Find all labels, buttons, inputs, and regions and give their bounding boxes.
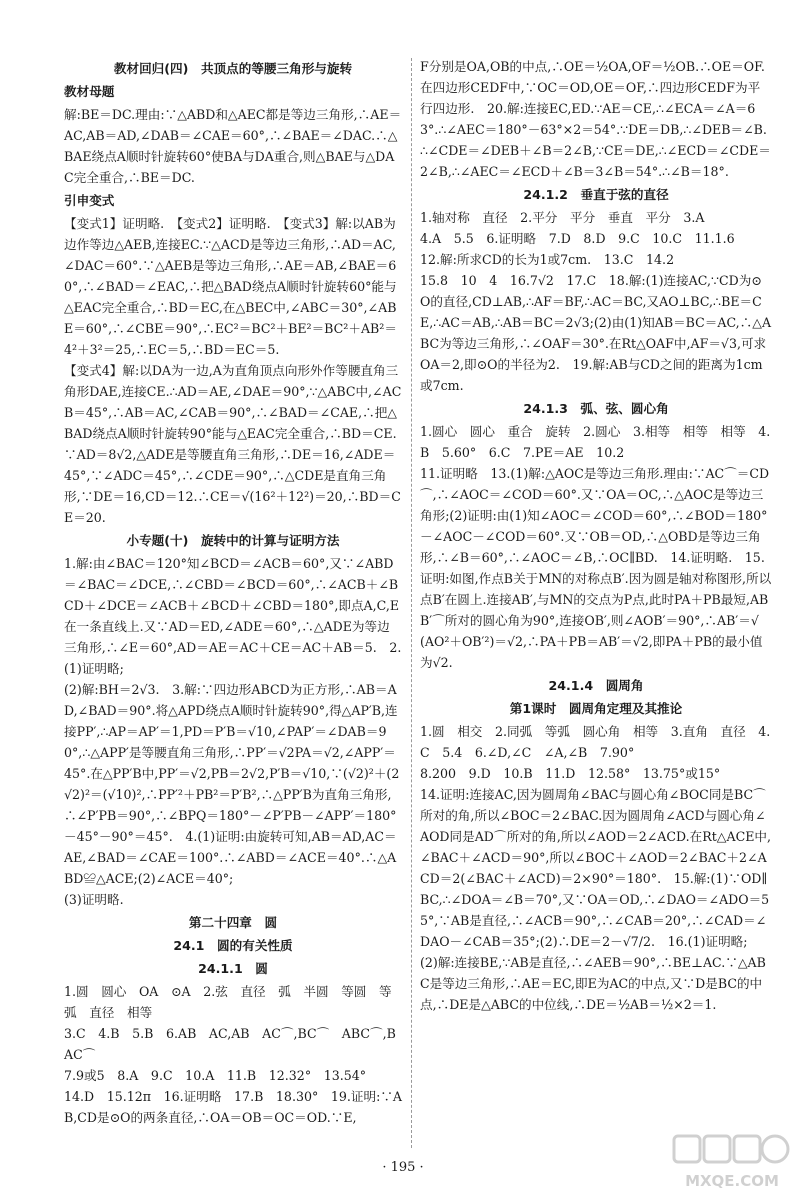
answer-paragraph: 11.证明略 13.(1)解:△AOC是等边三角形.理由:∵AC⌒＝CD⌒,∴∠AOC＝∠COD＝60°.又∵OA＝OC,∴△AOC是等边三角形;(2)证明:由(1)知∠AOC＝∠COD＝60°,∴∠BOD＝180°－∠AOC－∠COD＝60°.又∵OB＝OD,∴△OBD是等边三角形,∴∠B＝60°,∴∠AOC＝∠B,∴OC∥BD. 14.证明略. 15.证明:如图,作点B关于MN的对称点B′.因为圆是轴对称图形,所以点B′在圆上.连接AB′,与MN的交点为P点,此时PA＋PB最短,ABB′⌒所对的圆心角为90°,连接OB′,则∠AOB′＝90°,∴AB′＝√(AO²＋OB′²)＝√2,∴PA＋PB＝AB′＝√2,即PA＋PB的最小值为√2. xyxy=(420,466,772,670)
section-heading: 教材回归(四) 共顶点的等腰三角形与旋转 xyxy=(113,61,353,76)
section-heading: 24.1.3 弧、弦、圆心角 xyxy=(523,401,669,416)
answer-paragraph: 12.解:所求CD的长为1或7cm. 13.C 14.2 xyxy=(420,252,675,267)
section-heading: 24.1 圆的有关性质 xyxy=(173,938,293,953)
answer-paragraph: 1.解:由∠BAC＝120°知∠BCD＝∠ACB＝60°,又∵∠ABD＝∠BAC＝∠DCE,∴∠CBD＝∠BCD＝60°,∴∠ACB＋∠BCD＋∠DCE＝∠ACB＋∠BCD＋∠CBD＝180°,即点A,C,E在一条直线上.又∵AD＝ED,∠ADE＝60°,∴△ADE为等边三角形,∴∠E＝60°,AD＝AE＝AC＋CE＝AC＋AB＝5. 2.(1)证明略; xyxy=(64,556,402,676)
page-number: · 195 · xyxy=(382,1160,424,1175)
answer-paragraph: 1.轴对称 直径 2.平分 平分 垂直 平分 3.A xyxy=(420,210,705,225)
answer-paragraph: 1.圆心 圆心 重合 旋转 2.圆心 3.相等 相等 相等 4.B 5.60° 6.C 7.PE＝AE 10.2 xyxy=(420,424,771,460)
watermark-logo xyxy=(672,1132,792,1194)
section-heading: 教材母题 xyxy=(64,84,115,99)
section-heading: 第1课时 圆周角定理及其推论 xyxy=(509,701,683,716)
section-heading: 第二十四章 圆 xyxy=(188,915,278,930)
answer-paragraph: 【变式1】证明略. 【变式2】证明略. 【变式3】解:以AB为边作等边△AEB,连接EC.∵△ACD是等边三角形,∴AD＝AC,∠DAC＝60°.∵△AEB是等边三角形,∴AE＝AB,∠BAE＝60°,∴∠BAD＝∠EAC,∴把△BAD绕点A顺时针旋转60°能与△EAC完全重合,∴BD＝EC,在△BEC中,∠ABC＝30°,∠ABE＝60°,∴∠CBE＝90°,∴EC²＝BC²＋BE²＝BC²＋AB²＝4²＋3²＝25,∴EC＝5,∴BD＝EC＝5. xyxy=(64,216,397,357)
section-heading: 引申变式 xyxy=(64,193,115,208)
column-divider xyxy=(411,58,412,1148)
left-column xyxy=(64,56,402,1128)
answer-paragraph: 1.圆 相交 2.同弧 等弧 圆心角 相等 3.直角 直径 4.C 5.4 6.∠D,∠C ∠A,∠B 7.90° xyxy=(420,724,771,760)
answer-paragraph: 8.200 9.D 10.B 11.D 12.58° 13.75°或15° xyxy=(420,766,721,781)
section-heading: 小专题(十) 旋转中的计算与证明方法 xyxy=(126,533,340,548)
answer-paragraph: 15.8 10 4 16.7√2 17.C 18.解:(1)连接AC,∵CD为⊙O的直径,CD⊥AB,∴AF＝BF,∴AC＝BC,又AO⊥BC,∴BE＝CE,∴AC＝AB,∴AB＝BC＝2√3;(2)由(1)知AB＝BC＝AC,∴△ABC为等边三角形,∴∠OAF＝30°.在Rt△OAF中,AF＝√3,可求OA＝2,即⊙O的半径为2. 19.解:AB与CD之间的距离为1cm或7cm. xyxy=(420,273,772,393)
right-column xyxy=(420,56,772,1015)
section-heading: 24.1.2 垂直于弦的直径 xyxy=(523,187,669,202)
answer-paragraph: 14.证明:连接AC,因为圆周角∠BAC与圆心角∠BOC同是BC⌒所对的角,所以∠BOC＝2∠BAC.因为圆周角∠ACD与圆心角∠AOD同是AD⌒所对的角,所以∠AOD＝2∠ACD.在Rt△ACE中,∠BAC＋∠ACD＝90°,所以∠BOC＋∠AOD＝2∠BAC＋2∠ACD＝2(∠BAC＋∠ACD)＝2×90°＝180°. 15.解:(1)∵OD∥BC,∴∠DOA＝∠B＝70°,又∵OA＝OD,∴∠DAO＝∠ADO＝55°,∵AB是直径,∴∠ACB＝90°,∴∠CAB＝20°,∴∠CAD＝∠DAO－∠CAB＝35°;(2)∴DE＝2－√7/2. 16.(1)证明略; xyxy=(420,787,772,949)
answer-paragraph: 解:BE＝DC.理由:∵△ABD和△AEC都是等边三角形,∴AE＝AC,AB＝AD,∠DAB＝∠CAE＝60°,∴∠BAE＝∠DAC.∴△BAE绕点A顺时针旋转60°使BA与DA重合,则△BAE与△DAC完全重合,∴BE＝DC. xyxy=(64,107,402,185)
answer-paragraph: 【变式4】解:以DA为一边,A为直角顶点向形外作等腰直角三角形DAE,连接CE.∴AD＝AE,∠DAE＝90°,∵△ABC中,∠ACB＝45°,∴AB＝AC,∠CAB＝90°,∴∠BAD＝∠CAE,∴把△BAD绕点A顺时针旋转90°能与△EAC完全重合,∴BD＝CE.∵AD＝8√2,△ADE是等腰直角三角形,∴DE＝16,∠ADE＝45°,∵∠ADC＝45°,∴∠CDE＝90°,∴△CDE是直角三角形,∵DE＝16,CD＝12.∴CE＝√(16²＋12²)＝20,∴BD＝CE＝20. xyxy=(64,363,402,525)
answer-paragraph: 7.9或5 8.A 9.C 10.A 11.B 12.32° 13.54° xyxy=(64,1068,367,1083)
answer-paragraph: (2)解:BH＝2√3. 3.解:∵四边形ABCD为正方形,∴AB＝AD,∠BAD＝90°.将△APD绕点A顺时针旋转90°,得△AP′B,连接PP′,∴AP＝AP′＝1,PD＝P′B＝√10,∠PAP′＝∠DAB＝90°,∴△APP′是等腰直角三角形,∴PP′＝√2PA＝√2,∠APP′＝45°.在△PP′B中,PP′＝√2,PB＝2√2,P′B＝√10,∵(√2)²＋(2√2)²＝(√10)²,∴PP′²＋PB²＝P′B²,∴△PP′B为直角三角形,∴∠P′PB＝90°,∴∠BPQ＝180°－∠P′PB－∠APP′＝180°－45°－90°＝45°. 4.(1)证明:由旋转可知,AB＝AD,AC＝AE,∠BAD＝∠CAE＝100°.∴∠ABD＝∠ACE＝40°.∴△ABD≌△ACE;(2)∠ACE＝40°; xyxy=(64,682,400,886)
answer-paragraph: 14.D 15.12π 16.证明略 17.B 18.30° 19.证明:∵AB,CD是⊙O的两条直径,∴OA＝OB＝OC＝OD.∵E, xyxy=(64,1089,403,1125)
answer-paragraph: 4.A 5.5 6.证明略 7.D 8.D 9.C 10.C 11.1.6 xyxy=(420,231,735,246)
answer-paragraph: 1.圆 圆心 OA ⊙A 2.弦 直径 弧 半圆 等圆 等弧 直径 相等 xyxy=(64,984,392,1020)
section-heading: 24.1.1 圆 xyxy=(198,961,268,976)
answer-paragraph: F分别是OA,OB的中点,∴OE＝½OA,OF＝½OB.∴OE＝OF.在四边形CEDF中,∵OC＝OD,OE＝OF,∴四边形CEDF为平行四边形. 20.解:连接EC,ED.∵AE＝CE,∴∠ECA＝∠A＝63°.∴∠AEC＝180°－63°×2＝54°.∵DE＝DB,∴∠DEB＝∠B.∴∠CDE＝∠DEB＋∠B＝2∠B,∵CE＝DE,∴∠ECD＝∠CDE＝2∠B,∴∠AEC＝∠ECD＋∠B＝3∠B＝54°.∴∠B＝18°. xyxy=(420,59,771,179)
svg-text:MXQE.COM: MXQE.COM xyxy=(685,1172,779,1190)
answer-paragraph: (3)证明略. xyxy=(64,892,124,907)
section-heading: 24.1.4 圆周角 xyxy=(548,678,644,693)
answer-paragraph: (2)解:连接BE,∵AB是直径,∴∠AEB＝90°,∴BE⊥AC.∵△ABC是等边三角形,∴AE＝EC,即E为AC的中点,又∵D是BC的中点,∴DE是△ABC的中位线,∴DE＝½AB＝½×2＝1. xyxy=(420,955,766,1012)
answer-paragraph: 3.C 4.B 5.B 6.AB AC,AB AC⌒,BC⌒ ABC⌒,BAC⌒ xyxy=(64,1026,396,1062)
